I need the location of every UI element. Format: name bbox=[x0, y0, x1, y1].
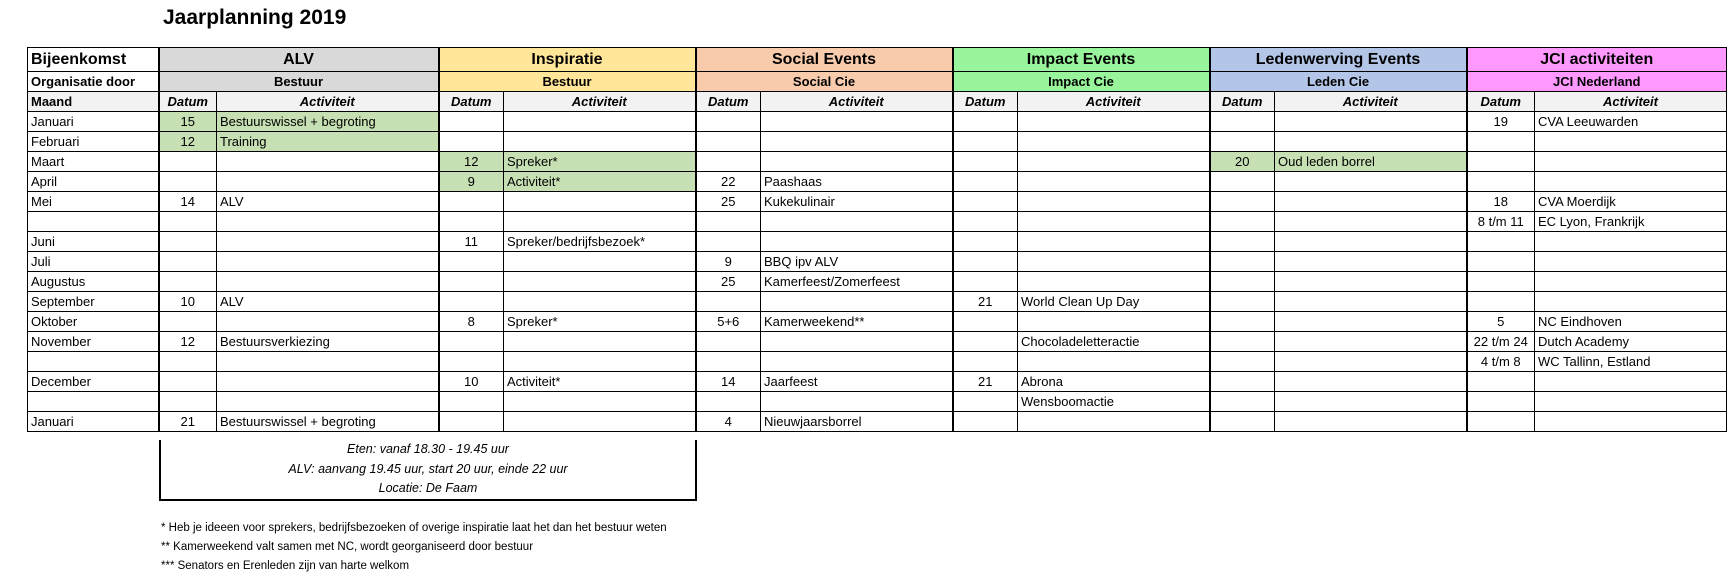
month-cell: Januari bbox=[28, 112, 159, 132]
led-activity-cell bbox=[1275, 292, 1467, 312]
jci-activity-cell: CVA Leeuwarden bbox=[1535, 112, 1727, 132]
soc-date-cell: 14 bbox=[696, 372, 761, 392]
insp-date-cell bbox=[439, 412, 504, 432]
jci-activity-cell bbox=[1535, 252, 1727, 272]
jci-activity-cell: NC Eindhoven bbox=[1535, 312, 1727, 332]
jci-date-cell bbox=[1467, 372, 1535, 392]
imp-activity-cell bbox=[1018, 132, 1210, 152]
imp-date-cell bbox=[953, 192, 1018, 212]
imp-date-cell bbox=[953, 272, 1018, 292]
table-row bbox=[28, 152, 1727, 172]
insp-activity-cell bbox=[504, 332, 696, 352]
alv-activity-cell bbox=[217, 172, 439, 192]
jci-date-cell bbox=[1467, 252, 1535, 272]
imp-activity-cell bbox=[1018, 112, 1210, 132]
led-activity-cell bbox=[1275, 172, 1467, 192]
insp-activity-cell: Spreker* bbox=[504, 312, 696, 332]
soc-date-cell bbox=[696, 292, 761, 312]
led-activity-cell bbox=[1275, 392, 1467, 412]
org-inspiratie: Bestuur bbox=[439, 72, 696, 92]
alv-activity-cell bbox=[217, 152, 439, 172]
led-date-cell bbox=[1210, 212, 1275, 232]
jci-activity-cell bbox=[1535, 232, 1727, 252]
imp-activity-cell: Wensboomactie bbox=[1018, 392, 1210, 412]
insp-activity-cell: Spreker* bbox=[504, 152, 696, 172]
soc-activity-cell bbox=[761, 292, 953, 312]
soc-activity-cell: Nieuwjaarsborrel bbox=[761, 412, 953, 432]
imp-date-cell: 21 bbox=[953, 292, 1018, 312]
column-header-datum: Datum bbox=[953, 92, 1018, 112]
led-activity-cell bbox=[1275, 312, 1467, 332]
alv-activity-cell: ALV bbox=[217, 192, 439, 212]
insp-activity-cell bbox=[504, 212, 696, 232]
org-social: Social Cie bbox=[696, 72, 953, 92]
insp-activity-cell bbox=[504, 412, 696, 432]
soc-date-cell bbox=[696, 332, 761, 352]
led-activity-cell bbox=[1275, 352, 1467, 372]
month-cell: Augustus bbox=[28, 272, 159, 292]
table-row bbox=[28, 272, 1727, 292]
imp-activity-cell bbox=[1018, 412, 1210, 432]
imp-activity-cell: Abrona bbox=[1018, 372, 1210, 392]
soc-date-cell: 9 bbox=[696, 252, 761, 272]
soc-date-cell bbox=[696, 132, 761, 152]
table-row bbox=[28, 132, 1727, 152]
imp-date-cell: 21 bbox=[953, 372, 1018, 392]
month-cell: September bbox=[28, 292, 159, 312]
led-activity-cell bbox=[1275, 332, 1467, 352]
alv-date-cell bbox=[159, 272, 217, 292]
column-header-activiteit: Activiteit bbox=[1275, 92, 1467, 112]
insp-activity-cell bbox=[504, 132, 696, 152]
insp-activity-cell bbox=[504, 112, 696, 132]
led-date-cell bbox=[1210, 392, 1275, 412]
info-locatie: Locatie: De Faam bbox=[378, 481, 478, 495]
page-title: Jaarplanning 2019 bbox=[163, 6, 347, 29]
alv-date-cell bbox=[159, 352, 217, 372]
insp-activity-cell bbox=[504, 272, 696, 292]
insp-activity-cell: Spreker/bedrijfsbezoek* bbox=[504, 232, 696, 252]
column-header-datum: Datum bbox=[1210, 92, 1275, 112]
table-row bbox=[28, 212, 1727, 232]
insp-date-cell bbox=[439, 352, 504, 372]
soc-date-cell bbox=[696, 112, 761, 132]
jci-date-cell bbox=[1467, 392, 1535, 412]
led-date-cell bbox=[1210, 112, 1275, 132]
imp-date-cell bbox=[953, 252, 1018, 272]
info-eten: Eten: vanaf 18.30 - 19.45 uur bbox=[347, 442, 509, 456]
alv-date-cell bbox=[159, 172, 217, 192]
jci-activity-cell: EC Lyon, Frankrijk bbox=[1535, 212, 1727, 232]
insp-date-cell bbox=[439, 252, 504, 272]
soc-activity-cell bbox=[761, 332, 953, 352]
led-activity-cell bbox=[1275, 112, 1467, 132]
soc-date-cell: 25 bbox=[696, 272, 761, 292]
jci-activity-cell: CVA Moerdijk bbox=[1535, 192, 1727, 212]
table-row bbox=[28, 172, 1727, 192]
org-jci: JCI Nederland bbox=[1467, 72, 1727, 92]
imp-activity-cell bbox=[1018, 232, 1210, 252]
soc-date-cell: 4 bbox=[696, 412, 761, 432]
insp-date-cell: 8 bbox=[439, 312, 504, 332]
month-cell: Mei bbox=[28, 192, 159, 212]
column-header-row bbox=[28, 92, 1727, 112]
alv-activity-cell bbox=[217, 252, 439, 272]
imp-date-cell bbox=[953, 112, 1018, 132]
table-row bbox=[28, 392, 1727, 412]
insp-activity-cell bbox=[504, 192, 696, 212]
insp-activity-cell: Activiteit* bbox=[504, 372, 696, 392]
soc-activity-cell bbox=[761, 392, 953, 412]
led-activity-cell bbox=[1275, 232, 1467, 252]
led-date-cell bbox=[1210, 192, 1275, 212]
imp-activity-cell bbox=[1018, 152, 1210, 172]
led-date-cell bbox=[1210, 132, 1275, 152]
led-activity-cell bbox=[1275, 412, 1467, 432]
insp-date-cell: 12 bbox=[439, 152, 504, 172]
soc-date-cell bbox=[696, 152, 761, 172]
alv-activity-cell bbox=[217, 352, 439, 372]
insp-date-cell bbox=[439, 392, 504, 412]
jci-date-cell: 22 t/m 24 bbox=[1467, 332, 1535, 352]
jci-date-cell bbox=[1467, 412, 1535, 432]
column-header-datum: Datum bbox=[439, 92, 504, 112]
led-activity-cell bbox=[1275, 272, 1467, 292]
led-activity-cell bbox=[1275, 132, 1467, 152]
imp-date-cell bbox=[953, 172, 1018, 192]
jci-activity-cell bbox=[1535, 392, 1727, 412]
soc-activity-cell bbox=[761, 212, 953, 232]
insp-activity-cell bbox=[504, 352, 696, 372]
month-cell: Februari bbox=[28, 132, 159, 152]
soc-date-cell bbox=[696, 352, 761, 372]
imp-date-cell bbox=[953, 232, 1018, 252]
alv-activity-cell bbox=[217, 392, 439, 412]
insp-date-cell: 9 bbox=[439, 172, 504, 192]
alv-date-cell bbox=[159, 392, 217, 412]
jci-date-cell bbox=[1467, 232, 1535, 252]
led-date-cell bbox=[1210, 272, 1275, 292]
footnote: *** Senators en Erenleden zijn van harte welkom bbox=[161, 560, 410, 572]
jci-activity-cell bbox=[1535, 372, 1727, 392]
jci-date-cell: 4 t/m 8 bbox=[1467, 352, 1535, 372]
imp-activity-cell bbox=[1018, 172, 1210, 192]
org-impact: Impact Cie bbox=[953, 72, 1210, 92]
soc-activity-cell: Kamerfeest/Zomerfeest bbox=[761, 272, 953, 292]
jci-activity-cell: Dutch Academy bbox=[1535, 332, 1727, 352]
jci-date-cell bbox=[1467, 292, 1535, 312]
soc-activity-cell bbox=[761, 132, 953, 152]
alv-date-cell: 14 bbox=[159, 192, 217, 212]
imp-activity-cell: Chocoladeletteractie bbox=[1018, 332, 1210, 352]
alv-date-cell: 12 bbox=[159, 332, 217, 352]
soc-activity-cell: Paashaas bbox=[761, 172, 953, 192]
jci-activity-cell bbox=[1535, 132, 1727, 152]
month-cell: Oktober bbox=[28, 312, 159, 332]
month-cell: Januari bbox=[28, 412, 159, 432]
alv-date-cell bbox=[159, 252, 217, 272]
jci-activity-cell bbox=[1535, 272, 1727, 292]
header-bijeenkomst: Bijeenkomst bbox=[28, 48, 159, 72]
month-cell: Juli bbox=[28, 252, 159, 272]
imp-date-cell bbox=[953, 352, 1018, 372]
insp-date-cell bbox=[439, 132, 504, 152]
imp-date-cell bbox=[953, 412, 1018, 432]
month-cell bbox=[28, 392, 159, 412]
imp-date-cell bbox=[953, 152, 1018, 172]
table-row bbox=[28, 112, 1727, 132]
group-header-ledenwerving: Ledenwerving Events bbox=[1210, 48, 1467, 72]
column-header-datum: Datum bbox=[1467, 92, 1535, 112]
table-row bbox=[28, 412, 1727, 432]
insp-date-cell bbox=[439, 212, 504, 232]
jci-date-cell bbox=[1467, 132, 1535, 152]
imp-date-cell bbox=[953, 212, 1018, 232]
soc-date-cell bbox=[696, 392, 761, 412]
led-activity-cell: Oud leden borrel bbox=[1275, 152, 1467, 172]
imp-activity-cell bbox=[1018, 312, 1210, 332]
month-cell bbox=[28, 352, 159, 372]
info-alv: ALV: aanvang 19.45 uur, start 20 uur, einde 22 uur bbox=[288, 461, 568, 476]
table-row bbox=[28, 372, 1727, 392]
jci-date-cell bbox=[1467, 272, 1535, 292]
led-date-cell bbox=[1210, 352, 1275, 372]
group-header-alv: ALV bbox=[159, 48, 439, 72]
soc-activity-cell: Kukekulinair bbox=[761, 192, 953, 212]
alv-activity-cell: Training bbox=[217, 132, 439, 152]
jci-activity-cell: WC Tallinn, Estland bbox=[1535, 352, 1727, 372]
insp-date-cell bbox=[439, 332, 504, 352]
led-date-cell bbox=[1210, 312, 1275, 332]
alv-date-cell: 21 bbox=[159, 412, 217, 432]
jci-date-cell: 5 bbox=[1467, 312, 1535, 332]
month-cell: Juni bbox=[28, 232, 159, 252]
imp-activity-cell bbox=[1018, 352, 1210, 372]
table-row bbox=[28, 312, 1727, 332]
alv-activity-cell bbox=[217, 232, 439, 252]
alv-date-cell bbox=[159, 232, 217, 252]
led-date-cell bbox=[1210, 372, 1275, 392]
table-row bbox=[28, 292, 1727, 312]
soc-date-cell: 25 bbox=[696, 192, 761, 212]
alv-date-cell: 12 bbox=[159, 132, 217, 152]
column-header-maand: Maand bbox=[28, 92, 159, 112]
alv-date-cell bbox=[159, 152, 217, 172]
imp-activity-cell bbox=[1018, 252, 1210, 272]
month-cell: December bbox=[28, 372, 159, 392]
group-header-social: Social Events bbox=[696, 48, 953, 72]
alv-activity-cell bbox=[217, 312, 439, 332]
insp-activity-cell bbox=[504, 252, 696, 272]
month-cell: November bbox=[28, 332, 159, 352]
led-activity-cell bbox=[1275, 212, 1467, 232]
alv-date-cell: 15 bbox=[159, 112, 217, 132]
soc-date-cell bbox=[696, 232, 761, 252]
imp-date-cell bbox=[953, 132, 1018, 152]
imp-activity-cell bbox=[1018, 192, 1210, 212]
jci-activity-cell bbox=[1535, 152, 1727, 172]
insp-activity-cell bbox=[504, 392, 696, 412]
insp-date-cell bbox=[439, 192, 504, 212]
footnotes bbox=[161, 519, 667, 576]
planning-table bbox=[27, 47, 1727, 432]
jci-date-cell bbox=[1467, 152, 1535, 172]
soc-activity-cell bbox=[761, 352, 953, 372]
soc-activity-cell bbox=[761, 112, 953, 132]
alv-activity-cell bbox=[217, 372, 439, 392]
led-date-cell bbox=[1210, 292, 1275, 312]
organisation-label: Organisatie door bbox=[28, 72, 159, 92]
column-header-datum: Datum bbox=[696, 92, 761, 112]
column-header-activiteit: Activiteit bbox=[217, 92, 439, 112]
soc-activity-cell: Kamerweekend** bbox=[761, 312, 953, 332]
footnote: * Heb je ideeen voor sprekers, bedrijfsbezoeken of overige inspiratie laat het dan het bestuur weten bbox=[161, 522, 667, 534]
column-header-activiteit: Activiteit bbox=[1018, 92, 1210, 112]
group-header-jci: JCI activiteiten bbox=[1467, 48, 1727, 72]
soc-date-cell: 22 bbox=[696, 172, 761, 192]
alv-date-cell bbox=[159, 312, 217, 332]
jci-activity-cell bbox=[1535, 292, 1727, 312]
led-date-cell bbox=[1210, 412, 1275, 432]
led-activity-cell bbox=[1275, 192, 1467, 212]
alv-activity-cell: Bestuursverkiezing bbox=[217, 332, 439, 352]
alv-date-cell: 10 bbox=[159, 292, 217, 312]
jci-date-cell: 18 bbox=[1467, 192, 1535, 212]
imp-activity-cell bbox=[1018, 212, 1210, 232]
org-ledenwerving: Leden Cie bbox=[1210, 72, 1467, 92]
insp-date-cell bbox=[439, 112, 504, 132]
jci-date-cell bbox=[1467, 172, 1535, 192]
insp-date-cell bbox=[439, 272, 504, 292]
table-row bbox=[28, 332, 1727, 352]
soc-activity-cell bbox=[761, 152, 953, 172]
insp-activity-cell bbox=[504, 292, 696, 312]
column-header-activiteit: Activiteit bbox=[761, 92, 953, 112]
led-date-cell bbox=[1210, 232, 1275, 252]
table-row bbox=[28, 192, 1727, 212]
insp-date-cell: 11 bbox=[439, 232, 504, 252]
organisation-row bbox=[28, 72, 1727, 92]
footnote: ** Kamerweekend valt samen met NC, wordt georganiseerd door bestuur bbox=[161, 541, 534, 553]
alv-activity-cell: Bestuurswissel + begroting bbox=[217, 412, 439, 432]
soc-activity-cell: BBQ ipv ALV bbox=[761, 252, 953, 272]
jci-activity-cell bbox=[1535, 412, 1727, 432]
led-date-cell: 20 bbox=[1210, 152, 1275, 172]
jci-activity-cell bbox=[1535, 172, 1727, 192]
table-row bbox=[28, 352, 1727, 372]
soc-date-cell: 5+6 bbox=[696, 312, 761, 332]
jci-date-cell: 19 bbox=[1467, 112, 1535, 132]
jci-date-cell: 8 t/m 11 bbox=[1467, 212, 1535, 232]
soc-activity-cell: Jaarfeest bbox=[761, 372, 953, 392]
imp-date-cell bbox=[953, 392, 1018, 412]
column-header-activiteit: Activiteit bbox=[504, 92, 696, 112]
insp-date-cell bbox=[439, 292, 504, 312]
imp-date-cell bbox=[953, 332, 1018, 352]
group-header-impact: Impact Events bbox=[953, 48, 1210, 72]
led-date-cell bbox=[1210, 172, 1275, 192]
alv-activity-cell bbox=[217, 212, 439, 232]
imp-date-cell bbox=[953, 312, 1018, 332]
soc-activity-cell bbox=[761, 232, 953, 252]
led-date-cell bbox=[1210, 332, 1275, 352]
table-row bbox=[28, 232, 1727, 252]
column-header-datum: Datum bbox=[159, 92, 217, 112]
alv-date-cell bbox=[159, 372, 217, 392]
alv-date-cell bbox=[159, 212, 217, 232]
led-date-cell bbox=[1210, 252, 1275, 272]
imp-activity-cell bbox=[1018, 272, 1210, 292]
insp-activity-cell: Activiteit* bbox=[504, 172, 696, 192]
imp-activity-cell: World Clean Up Day bbox=[1018, 292, 1210, 312]
insp-date-cell: 10 bbox=[439, 372, 504, 392]
led-activity-cell bbox=[1275, 372, 1467, 392]
led-activity-cell bbox=[1275, 252, 1467, 272]
month-cell bbox=[28, 212, 159, 232]
meeting-info-box bbox=[159, 440, 697, 501]
group-header-row bbox=[28, 48, 1727, 72]
group-header-inspiratie: Inspiratie bbox=[439, 48, 696, 72]
month-cell: April bbox=[28, 172, 159, 192]
org-alv: Bestuur bbox=[159, 72, 439, 92]
alv-activity-cell: Bestuurswissel + begroting bbox=[217, 112, 439, 132]
alv-activity-cell: ALV bbox=[217, 292, 439, 312]
table-row bbox=[28, 252, 1727, 272]
month-cell: Maart bbox=[28, 152, 159, 172]
column-header-activiteit: Activiteit bbox=[1535, 92, 1727, 112]
alv-activity-cell bbox=[217, 272, 439, 292]
soc-date-cell bbox=[696, 212, 761, 232]
